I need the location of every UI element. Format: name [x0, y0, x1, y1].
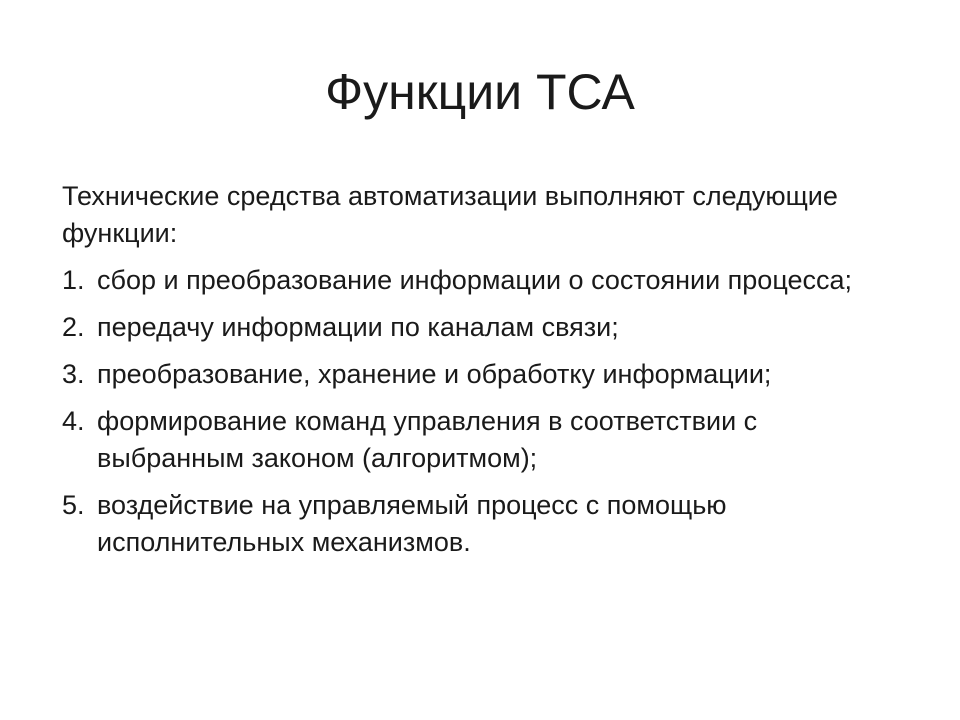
list-item-number: 2. — [62, 312, 85, 342]
list-item-number: 3. — [62, 359, 85, 389]
list-item-number: 5. — [62, 490, 85, 520]
list-item-text: сбор и преобразование информации о состоянии процесса; — [97, 265, 853, 295]
list-item — [62, 356, 902, 393]
list-item — [62, 403, 902, 477]
list-item-text: воздействие на управляемый процесс с помощью исполнительных механизмов. — [97, 490, 727, 557]
list-item-text: передачу информации по каналам связи; — [97, 312, 619, 342]
list-item-text: формирование команд управления в соответствии с выбранным законом (алгоритмом); — [97, 406, 758, 473]
list-item — [62, 309, 902, 346]
list-item — [62, 487, 902, 561]
list-item — [62, 262, 902, 299]
intro-text: Технические средства автоматизации выполняют следующие функции: — [62, 181, 838, 248]
function-list — [62, 262, 902, 561]
list-item-number: 1. — [62, 265, 85, 295]
list-item-number: 4. — [62, 406, 85, 436]
list-item-text: преобразование, хранение и обработку информации; — [97, 359, 772, 389]
slide-content — [62, 178, 902, 571]
slide-title: Функции ТСА — [325, 64, 635, 120]
